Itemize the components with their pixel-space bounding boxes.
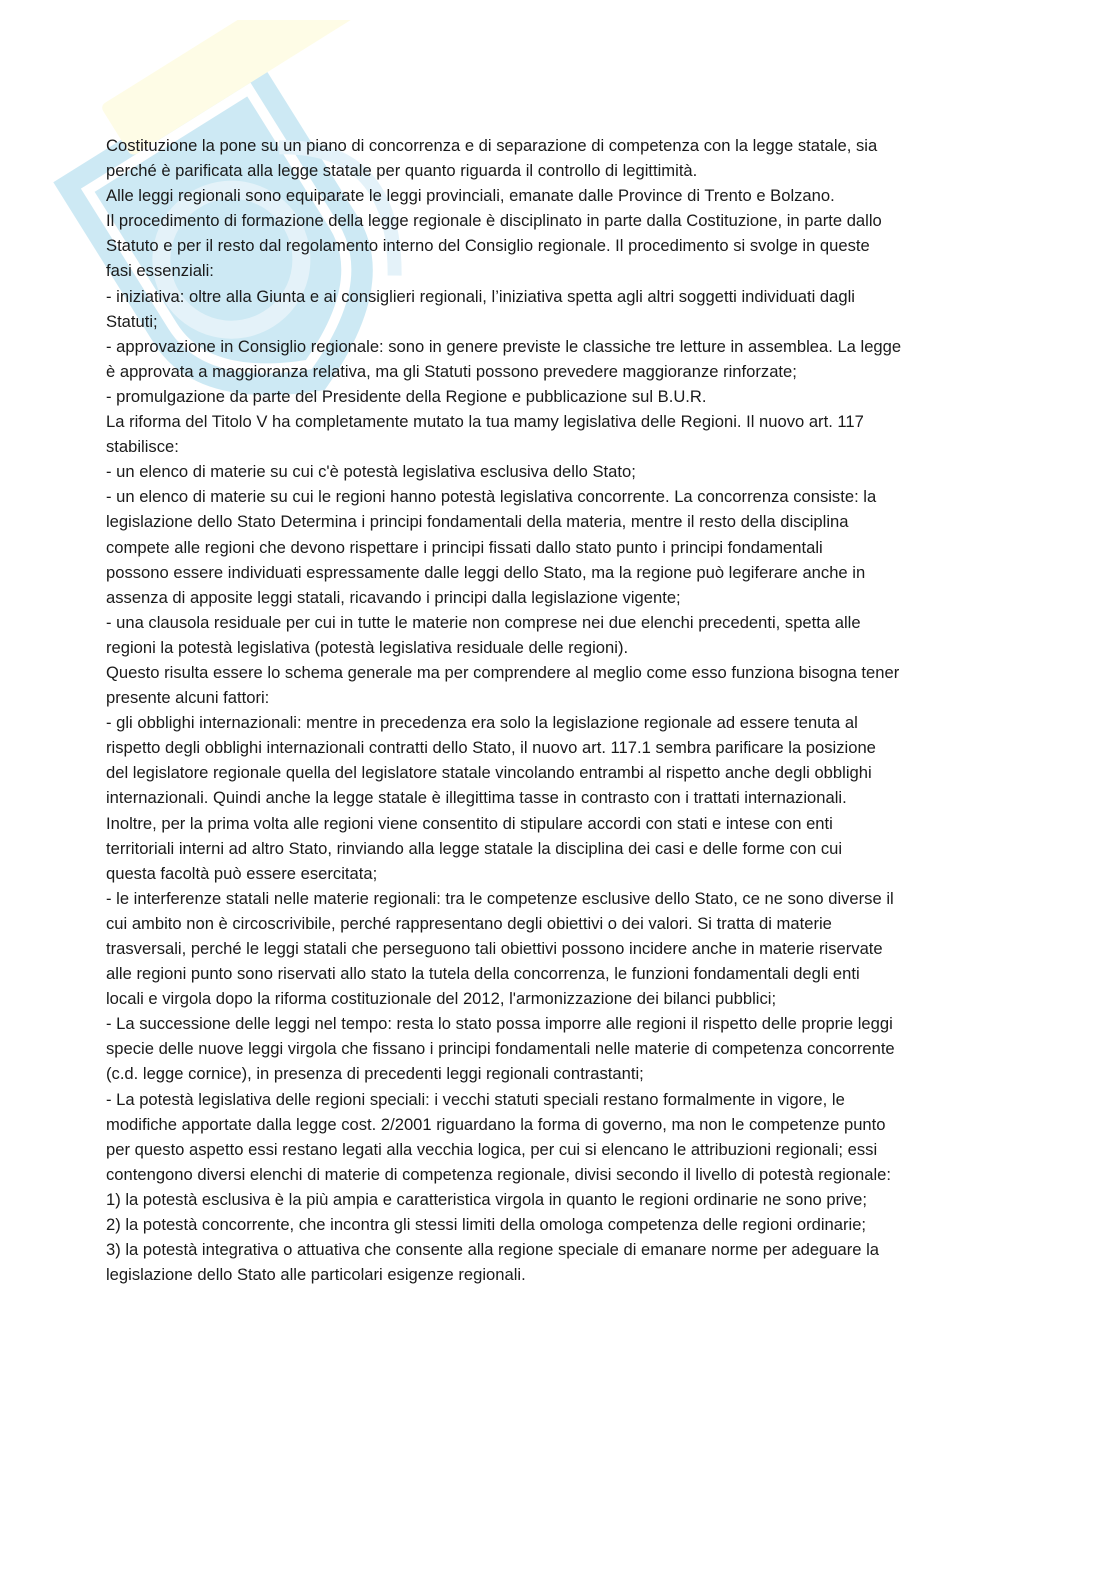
document-body [106, 133, 1011, 1287]
text-line: presente alcuni fattori: [106, 688, 270, 708]
text-line: è approvata a maggioranza relativa, ma gli Statuti possono prevedere maggioranze rinforzate; [106, 361, 797, 381]
text-line: Il procedimento di formazione della legge regionale è disciplinato in parte dalla Costituzione, in parte dallo [106, 211, 882, 231]
text-line: legislazione dello Stato Determina i principi fondamentali della materia, mentre il resto della disciplina [106, 512, 849, 532]
text-line: Inoltre, per la prima volta alle regioni viene consentito di stipulare accordi con stati e intese con enti [106, 813, 833, 833]
text-line: fasi essenziali: [106, 261, 214, 281]
text-line: possono essere individuati espressamente dalle leggi dello Stato, ma la regione può legiferare anche in [106, 562, 866, 582]
text-line: - La potestà legislativa delle regioni speciali: i vecchi statuti speciali restano formalmente in vigore, le [106, 1089, 845, 1109]
text-line: - una clausola residuale per cui in tutte le materie non comprese nei due elenchi precedenti, spetta alle [106, 612, 861, 632]
text-line: perché è parificata alla legge statale per quanto riguarda il controllo di legittimità. [106, 161, 698, 181]
text-line: - un elenco di materie su cui c'è potestà legislativa esclusiva dello Stato; [106, 462, 636, 482]
text-line: locali e virgola dopo la riforma costituzionale del 2012, l'armonizzazione dei bilanci pubblici; [106, 989, 777, 1009]
text-line: - promulgazione da parte del Presidente della Regione e pubblicazione sul B.U.R. [106, 386, 707, 406]
text-line: Costituzione la pone su un piano di concorrenza e di separazione di competenza con la legge statale, sia [106, 136, 878, 155]
text-line: assenza di apposite leggi statali, ricavando i principi dalla legislazione vigente; [106, 587, 681, 607]
text-line: - iniziativa: oltre alla Giunta e ai consiglieri regionali, l’iniziativa spetta agli altri soggetti individuati dagli [106, 286, 855, 306]
text-line: territoriali interni ad altro Stato, rinviando alla legge statale la disciplina dei casi e delle forme con cui [106, 838, 843, 858]
text-line: Statuto e per il resto dal regolamento interno del Consiglio regionale. Il procedimento si svolge in queste [106, 236, 870, 256]
text-line: alle regioni punto sono riservati allo stato la tutela della concorrenza, le funzioni fondamentali degli enti [106, 964, 860, 984]
text-line: - le interferenze statali nelle materie regionali: tra le competenze esclusive dello Stato, ce ne sono diverse il [106, 888, 894, 908]
text-line: modifiche apportate dalla legge cost. 2/2001 riguardano la forma di governo, ma non le competenze punto [106, 1114, 886, 1134]
text-line: Statuti; [106, 311, 158, 331]
text-line: stabilisce: [106, 437, 179, 457]
text-line: Alle leggi regionali sono equiparate le leggi provinciali, emanate dalle Province di Trento e Bolzano. [106, 186, 835, 206]
text-line: - La successione delle leggi nel tempo: resta lo stato possa imporre alle regioni il rispetto delle proprie leggi [106, 1014, 893, 1034]
text-line: internazionali. Quindi anche la legge statale è illegittima tasse in contrasto con i trattati internazionali. [106, 788, 847, 808]
text-line: per questo aspetto essi restano legati alla vecchia logica, per cui si elencano le attribuzioni regionali; essi [106, 1139, 878, 1159]
text-line: del legislatore regionale quella del legislatore statale vincolando entrambi al rispetto anche degli obblighi [106, 763, 872, 783]
text-line: La riforma del Titolo V ha completamente mutato la tua mamy legislativa delle Regioni. Il nuovo art. 117 [106, 412, 864, 432]
text-line: contengono diversi elenchi di materie di competenza regionale, divisi secondo il livello di potestà regionale: [106, 1164, 891, 1184]
text-line: Questo risulta essere lo schema generale ma per comprendere al meglio come esso funziona bisogna tener [106, 662, 900, 682]
text-line: trasversali, perché le leggi statali che perseguono tali obiettivi possono incidere anche in materie riservate [106, 939, 883, 958]
text-line: legislazione dello Stato alle particolari esigenze regionali. [106, 1265, 526, 1285]
text-line: 2) la potestà concorrente, che incontra gli stessi limiti della omologa competenza delle regioni ordinarie; [106, 1215, 867, 1235]
text-line: specie delle nuove leggi virgola che fissano i principi fondamentali nelle materie di competenza concorrente [106, 1039, 895, 1059]
text-line: cui ambito non è circoscrivibile, perché rappresentano degli obiettivi o dei valori. Si tratta di materie [106, 913, 832, 933]
text-line: - approvazione in Consiglio regionale: sono in genere previste le classiche tre letture in assemblea. La legge [106, 336, 902, 356]
text-line: (c.d. legge cornice), in presenza di precedenti leggi regionali contrastanti; [106, 1064, 644, 1084]
text-line: regioni la potestà legislativa (potestà legislativa residuale delle regioni). [106, 637, 629, 657]
text-line: - gli obblighi internazionali: mentre in precedenza era solo la legislazione regionale ad essere tenuta al [106, 713, 858, 733]
text-line: rispetto degli obblighi internazionali contratti dello Stato, il nuovo art. 117.1 sembra parificare la posizione [106, 738, 876, 758]
text-line: 3) la potestà integrativa o attuativa che consente alla regione speciale di emanare norme per adeguare la [106, 1240, 880, 1260]
text-line: questa facoltà può essere esercitata; [106, 863, 378, 883]
text-line: - un elenco di materie su cui le regioni hanno potestà legislativa concorrente. La concorrenza consiste: la [106, 487, 877, 507]
text-line: 1) la potestà esclusiva è la più ampia e caratteristica virgola in quanto le regioni ordinarie ne sono prive; [106, 1189, 867, 1209]
text-line: compete alle regioni che devono rispettare i principi fissati dallo stato punto i principi fondamentali [106, 537, 823, 557]
